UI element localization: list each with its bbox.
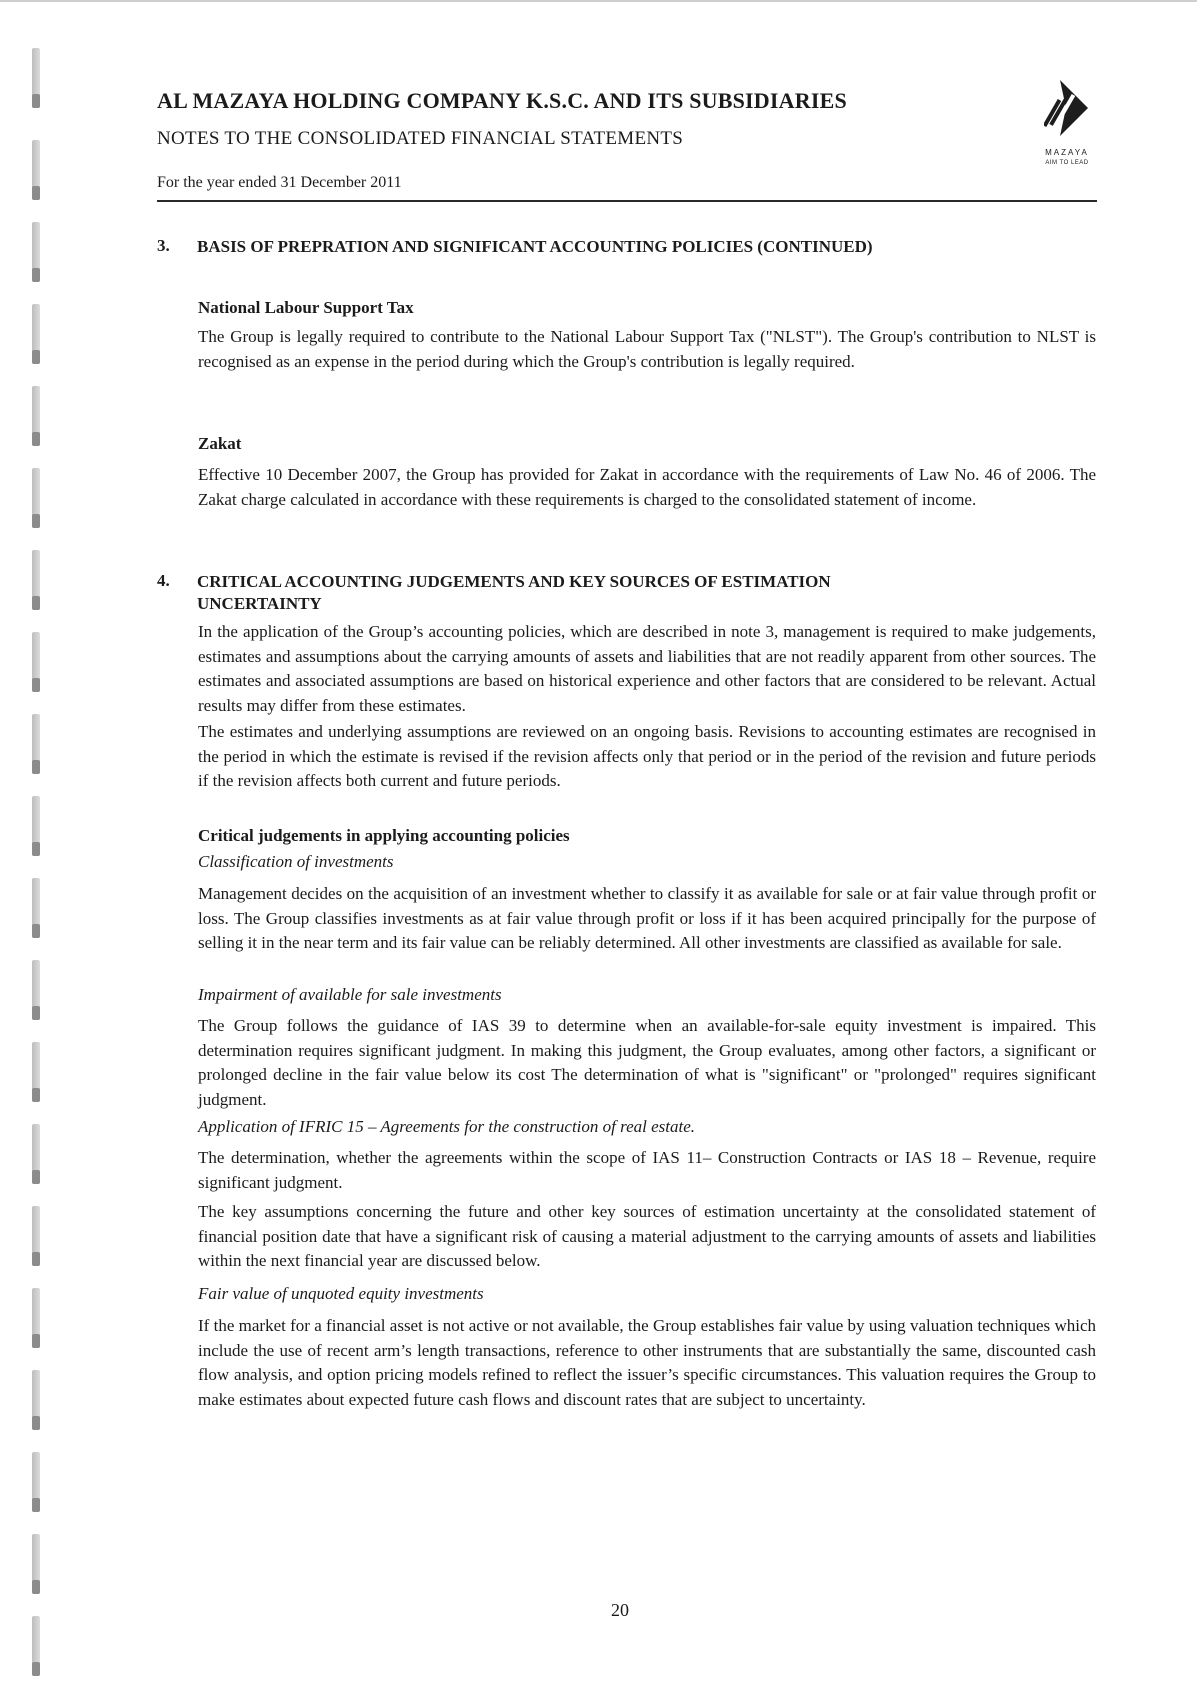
binding-hole xyxy=(32,960,40,1020)
binding-hole xyxy=(32,1042,40,1102)
binding-hole xyxy=(32,1534,40,1594)
logo-name: MAZAYA xyxy=(1045,148,1089,157)
binding-hole xyxy=(32,222,40,282)
impairment-paragraph: The Group follows the guidance of IAS 39 to determine when an available-for-sale equity investment is impaired. This determination requires significant judgment. In making this judgment, the Group evaluates, among other factors, a significant or prolonged decline in the fair value below its cost The determination of what is "significant" or "prolonged" requires significant judgment. xyxy=(198,1016,1096,1109)
section-4-number: 4. xyxy=(157,571,170,590)
section-4-title-line1: CRITICAL ACCOUNTING JUDGEMENTS AND KEY SOURCES OF ESTIMATION xyxy=(197,572,831,591)
ifric-paragraph: The determination, whether the agreements within the scope of IAS 11– Construction Contracts or IAS 18 – Revenue, require significant judgment. xyxy=(198,1148,1096,1192)
company-name: AL MAZAYA HOLDING COMPANY K.S.C. AND ITS SUBSIDIARIES xyxy=(157,88,847,113)
binding-hole xyxy=(32,1452,40,1512)
binding-hole xyxy=(32,632,40,692)
classification-heading: Classification of investments xyxy=(198,852,394,871)
section-3-title: BASIS OF PREPRATION AND SIGNIFICANT ACCOUNTING POLICIES (CONTINUED) xyxy=(197,237,873,256)
binding-holes xyxy=(28,0,44,1691)
nlst-paragraph: The Group is legally required to contribute to the National Labour Support Tax ("NLST"). The Group's contribution to NLST is recognised as an expense in the period during which the Group's contribution is legally required. xyxy=(198,327,1096,371)
section-4-title-line2: UNCERTAINTY xyxy=(197,594,322,613)
binding-hole xyxy=(32,1616,40,1676)
binding-hole xyxy=(32,1370,40,1430)
logo-tagline: AIM TO LEAD xyxy=(1045,160,1089,166)
page-number: 20 xyxy=(611,1600,629,1620)
binding-hole xyxy=(32,1206,40,1266)
section-3-number: 3. xyxy=(157,236,170,255)
ifric-heading: Application of IFRIC 15 – Agreements for the construction of real estate. xyxy=(198,1117,696,1136)
mazaya-logo-icon xyxy=(1044,78,1090,142)
binding-hole xyxy=(32,1288,40,1348)
fair-value-paragraph: If the market for a financial asset is not active or not available, the Group establishes fair value by using valuation techniques which include the use of recent arm’s length transactions, reference to other instruments that are substantially the same, discounted cash flow analysis, and option pricing models refined to reflect the issuer’s specific circumstances. This valuation requires the Group to make estimates about expected future cash flows and discount rates that are subject to uncertainty. xyxy=(198,1316,1096,1409)
company-logo xyxy=(1030,78,1104,166)
binding-hole xyxy=(32,796,40,856)
nlst-heading: National Labour Support Tax xyxy=(198,298,414,317)
zakat-paragraph: Effective 10 December 2007, the Group has provided for Zakat in accordance with the requirements of Law No. 46 of 2006. The Zakat charge calculated in accordance with these requirements is charged to the consolidated statement of income. xyxy=(198,465,1096,509)
scan-top-edge xyxy=(0,0,1197,2)
binding-hole xyxy=(32,386,40,446)
section-4-paragraph-2: The estimates and underlying assumptions are reviewed on an ongoing basis. Revisions to accounting estimates are recognised in the period in which the estimate is revised if the revision affects only that period or in the period of the revision and future periods if the revision affects both current and future periods. xyxy=(198,722,1096,790)
document-subtitle: NOTES TO THE CONSOLIDATED FINANCIAL STATEMENTS xyxy=(157,128,684,149)
reporting-period: For the year ended 31 December 2011 xyxy=(157,174,402,191)
binding-hole xyxy=(32,714,40,774)
section-4-title xyxy=(197,571,1067,615)
impairment-heading: Impairment of available for sale investments xyxy=(198,985,502,1004)
header-divider xyxy=(157,200,1097,202)
binding-hole xyxy=(32,468,40,528)
binding-hole xyxy=(32,48,40,108)
section-4-paragraph-1: In the application of the Group’s accounting policies, which are described in note 3, management is required to make judgements, estimates and assumptions about the carrying amounts of assets and liabilities that are not readily apparent from other sources. The estimates and associated assumptions are based on historical experience and other factors that are considered to be relevant. Actual results may differ from these estimates. xyxy=(198,622,1096,715)
fair-value-heading: Fair value of unquoted equity investments xyxy=(198,1284,484,1303)
zakat-heading: Zakat xyxy=(198,434,242,453)
binding-hole xyxy=(32,550,40,610)
binding-hole xyxy=(32,1124,40,1184)
binding-hole xyxy=(32,304,40,364)
binding-hole xyxy=(32,878,40,938)
key-assumptions-paragraph: The key assumptions concerning the future and other key sources of estimation uncertainty at the consolidated statement of financial position date that have a significant risk of causing a material adjustment to the carrying amounts of assets and liabilities within the next financial year are discussed below. xyxy=(198,1202,1096,1270)
classification-paragraph: Management decides on the acquisition of an investment whether to classify it as available for sale or at fair value through profit or loss. The Group classifies investments as at fair value through profit or loss if it has been acquired principally for the purpose of selling it in the near term and its fair value can be reliably determined. All other investments are classified as available for sale. xyxy=(198,884,1096,952)
critical-judgements-heading: Critical judgements in applying accounting policies xyxy=(198,826,570,845)
binding-hole xyxy=(32,140,40,200)
